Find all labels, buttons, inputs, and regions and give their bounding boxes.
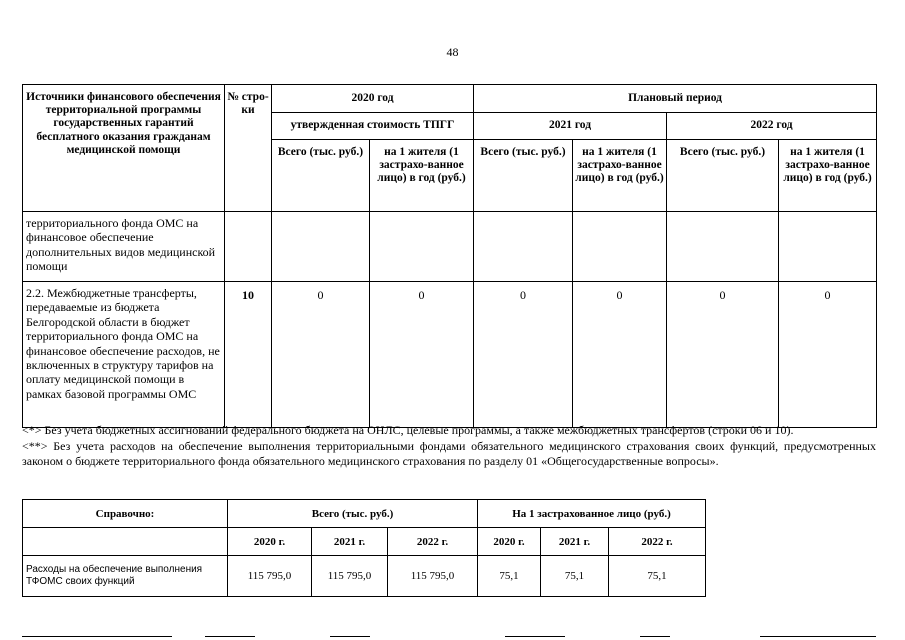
divider	[205, 636, 255, 637]
header-planned-period: Плановый период	[474, 85, 877, 113]
ref-year-header: 2021 г.	[312, 528, 388, 556]
ref-year-header: 2021 г.	[541, 528, 609, 556]
cell-value	[779, 212, 877, 282]
footnote-1: <*> Без учета бюджетных ассигнований федерального бюджета на ОНЛС, целевые программы, а также межбюджетных трансфертов (строки 06 и 10).	[22, 423, 794, 437]
header-per-resident-2021: на 1 жителя (1 застрахо-ванное лицо) в год (руб.)	[573, 140, 667, 212]
cell-value	[474, 212, 573, 282]
ref-cell-value: 75,1	[609, 556, 706, 597]
header-row-number: № стро-ки	[225, 85, 272, 212]
cell-value: 0	[779, 282, 877, 428]
ref-header-total: Всего (тыс. руб.)	[228, 500, 478, 528]
cell-value: 0	[573, 282, 667, 428]
ref-header-reference: Справочно:	[23, 500, 228, 528]
table-row	[23, 212, 877, 282]
cell-value	[370, 212, 474, 282]
header-year-2021: 2021 год	[474, 112, 667, 140]
ref-header-per-insured: На 1 застрахованное лицо (руб.)	[478, 500, 706, 528]
ref-year-header: 2020 г.	[228, 528, 312, 556]
ref-cell-value: 115 795,0	[388, 556, 478, 597]
ref-year-header: 2022 г.	[388, 528, 478, 556]
ref-year-header: 2020 г.	[478, 528, 541, 556]
divider	[330, 636, 370, 637]
ref-cell-value: 75,1	[541, 556, 609, 597]
ref-header-empty	[23, 528, 228, 556]
ref-row-label: Расходы на обеспечение выполнения ТФОМС своих функций	[23, 556, 228, 597]
divider	[640, 636, 670, 637]
page-number: 48	[446, 45, 459, 59]
divider	[505, 636, 565, 637]
header-total-2021: Всего (тыс. руб.)	[474, 140, 573, 212]
header-total-2020: Всего (тыс. руб.)	[272, 140, 370, 212]
header-approved-cost: утвержденная стоимость ТПГГ	[272, 112, 474, 140]
row-label: территориального фонда ОМС на финансовое обеспечение дополнительных видов медицинской помощи	[23, 212, 225, 282]
cell-value	[667, 212, 779, 282]
divider	[22, 636, 172, 637]
header-year-2022: 2022 год	[667, 112, 877, 140]
header-total-2022: Всего (тыс. руб.)	[667, 140, 779, 212]
cell-value: 0	[474, 282, 573, 428]
header-source: Источники финансового обеспечения территориальной программы государственных гарантий бесплатного оказания гражданам медицинской помощи	[23, 85, 225, 212]
header-per-resident-2020: на 1 жителя (1 застрахо-ванное лицо) в год (руб.)	[370, 140, 474, 212]
ref-year-header: 2022 г.	[609, 528, 706, 556]
row-number	[225, 212, 272, 282]
row-number: 10	[225, 282, 272, 428]
row-label: 2.2. Межбюджетные трансферты, передаваемые из бюджета Белгородской области в бюджет территориального фонда ОМС на финансовое обеспечение расходов, не включенных в структуру тарифов на оплату медицинской помощи в рамках базовой программы ОМС	[23, 282, 225, 428]
cell-value: 0	[272, 282, 370, 428]
table-row	[23, 556, 706, 597]
cell-value	[573, 212, 667, 282]
financing-sources-table	[22, 84, 877, 428]
ref-cell-value: 115 795,0	[228, 556, 312, 597]
header-year-2020: 2020 год	[272, 85, 474, 113]
cell-value	[272, 212, 370, 282]
reference-table	[22, 499, 706, 597]
cell-value: 0	[667, 282, 779, 428]
cell-value: 0	[370, 282, 474, 428]
footnote-2: <**> Без учета расходов на обеспечение выполнения территориальными фондами обязательного медицинского страхования своих функций, предусмотренных законом о бюджете территориального фонда обязательного медицинского страхования по разделу 01 «Общегосударственные вопросы».	[22, 438, 876, 469]
footnotes	[22, 423, 876, 470]
table-row	[23, 282, 877, 428]
ref-cell-value: 115 795,0	[312, 556, 388, 597]
header-per-resident-2022: на 1 жителя (1 застрахо-ванное лицо) в год (руб.)	[779, 140, 877, 212]
divider	[760, 636, 876, 637]
ref-cell-value: 75,1	[478, 556, 541, 597]
